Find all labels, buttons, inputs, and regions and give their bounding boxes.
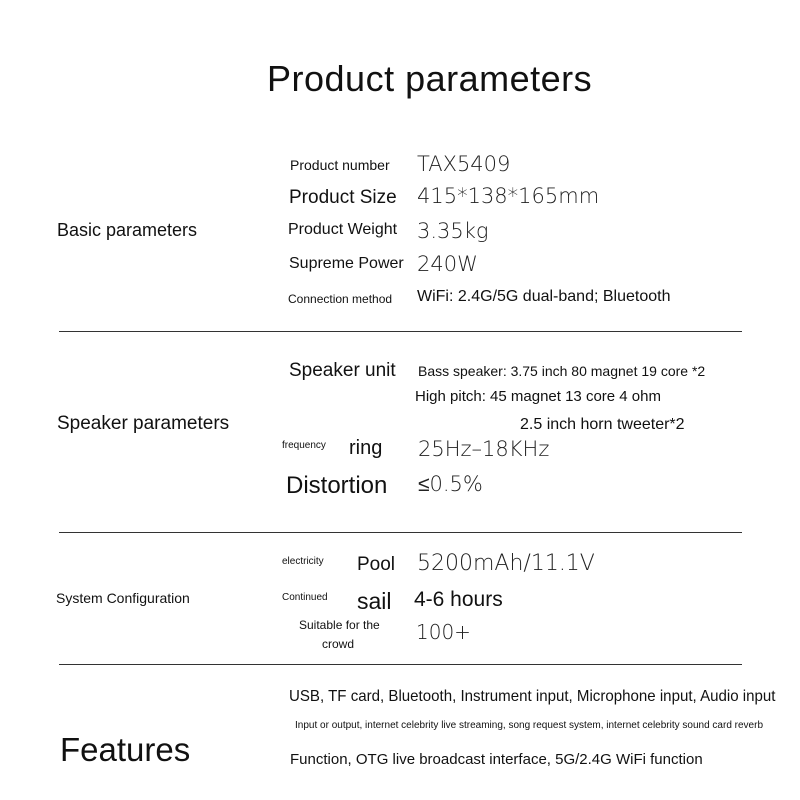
value-battery: 5200mAh/11.1V: [417, 551, 595, 576]
label-product-number: Product number: [290, 157, 390, 173]
value-supreme-power: 240W: [417, 252, 478, 276]
section-label-speaker: Speaker parameters: [57, 413, 230, 434]
section-label-system: System Configuration: [56, 590, 190, 606]
value-speaker-unit-bass: Bass speaker: 3.75 inch 80 magnet 19 core *2: [418, 363, 706, 379]
features-line-2: Input or output, internet celebrity live streaming, song request system, internet celebrity sound card reverb: [295, 720, 764, 731]
value-speaker-unit-high: High pitch: 45 magnet 13 core 4 ohm: [415, 388, 661, 405]
divider: [59, 532, 742, 533]
label-connection-method: Connection method: [288, 292, 393, 306]
value-distortion: ≤0.5%: [418, 472, 483, 496]
label-battery-small: electricity: [282, 556, 324, 567]
label-supreme-power: Supreme Power: [289, 255, 404, 272]
label-frequency-small: frequency: [282, 440, 326, 451]
divider: [59, 331, 742, 332]
section-label-basic: Basic parameters: [57, 220, 198, 240]
value-connection-method: WiFi: 2.4G/5G dual-band; Bluetooth: [417, 288, 671, 305]
section-label-features: Features: [60, 731, 191, 768]
label-product-weight: Product Weight: [288, 221, 398, 238]
label-endurance-big: sail: [357, 588, 392, 614]
features-line-3: Function, OTG live broadcast interface, 5G/2.4G WiFi function: [290, 751, 703, 768]
label-battery-big: Pool: [357, 554, 396, 575]
label-product-size: Product Size: [289, 187, 397, 208]
value-speaker-unit-horn: 2.5 inch horn tweeter*2: [520, 416, 685, 433]
label-endurance-small: Continued: [282, 592, 328, 603]
label-distortion: Distortion: [286, 472, 388, 499]
label-frequency-big: ring: [349, 437, 383, 459]
page-title: Product parameters: [267, 58, 593, 99]
value-product-number: TAX5409: [417, 152, 511, 176]
label-crowd-line1: Suitable for the: [299, 618, 380, 632]
label-crowd-line2: crowd: [322, 637, 355, 651]
value-crowd: 100+: [416, 620, 471, 644]
value-product-size: 415*138*165mm: [417, 184, 600, 208]
value-product-weight: 3.35kg: [417, 219, 489, 243]
value-frequency: 25Hz–18KHz: [418, 437, 550, 461]
features-line-1: USB, TF card, Bluetooth, Instrument input, Microphone input, Audio input: [289, 688, 776, 705]
value-endurance: 4-6 hours: [414, 588, 503, 611]
label-speaker-unit: Speaker unit: [289, 360, 396, 381]
divider: [59, 664, 742, 665]
